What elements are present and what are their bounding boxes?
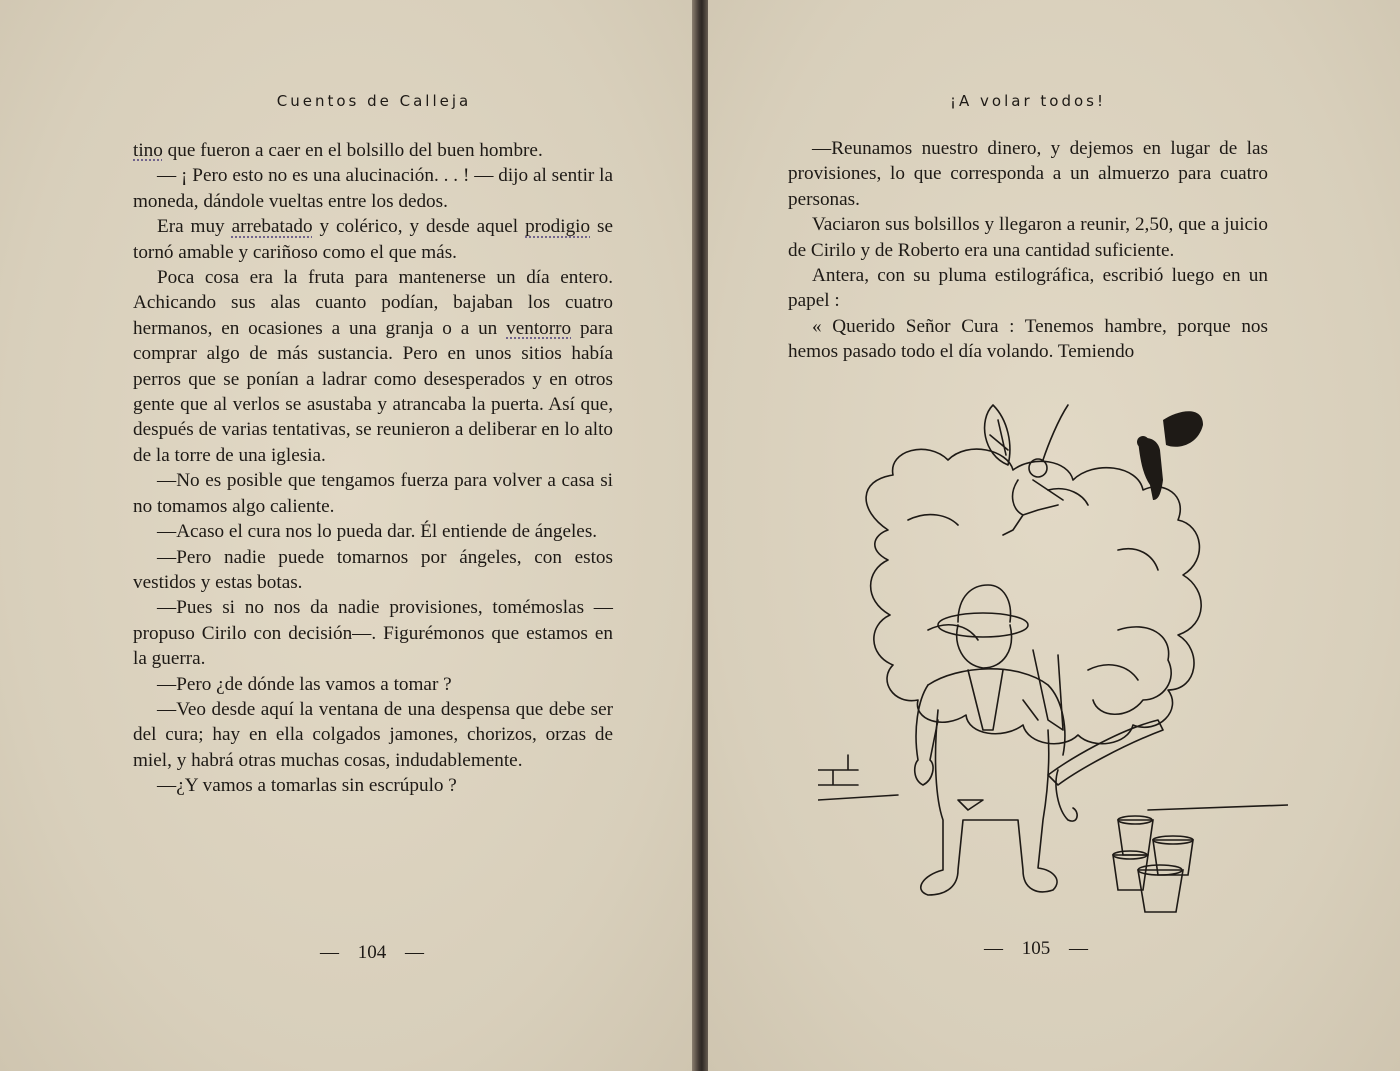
left-page-text [133,138,613,799]
paragraph [133,595,613,671]
right-page [708,0,1400,1071]
tree-right-foliage [1093,627,1171,714]
flower-pots [1113,816,1193,912]
text-run: —No es posible que tengamos fuerza para volver a casa si no tomamos algo caliente. [133,470,613,517]
paragraph [788,314,1268,365]
text-run: que fueron a caer en el bolsillo del buen hombre. [162,140,543,161]
page-number-right: — 105 — [984,938,1088,959]
brick-wall [818,755,858,785]
text-run: « Querido Señor Cura : Tenemos hambre, porque nos hemos pasado todo el día volando. Temiendo [788,315,1268,363]
paragraph [133,545,613,596]
flying-child-right [1137,411,1203,500]
paragraph [133,163,613,214]
paragraph [133,773,613,798]
text-run: —Veo desde aquí la ventana de una despensa que debe ser del cura; hay en ella colgados jamones, chorizos, orzas de miel, y habrá otras muchas cosas, indudablemente. [133,698,613,771]
paragraph [788,263,1268,314]
paragraph [133,138,613,163]
paragraph [133,519,613,544]
text-run: —Pues si no nos da nadie provisiones, tomémoslas —propuso Cirilo con decisión—. Figurémonos que estamos en la guerra. [133,597,613,670]
flying-child-left [985,405,1068,535]
paragraph [788,136,1268,212]
glossed-word: ventorro [506,317,572,339]
glossed-word: prodigio [525,216,591,238]
text-run: —Pero ¿de dónde las vamos a tomar ? [157,673,452,695]
paragraph [788,212,1268,263]
text-run: —Reunamos nuestro dinero, y dejemos en lugar de las provisiones, lo que corresponda a un almuerzo para cuatro personas. [788,138,1268,210]
glossed-word: arrebatado [231,216,313,238]
text-run: Vaciaron sus bolsillos y llegaron a reunir, 2,50, que a juicio de Cirilo y de Roberto era una cantidad suficiente. [788,214,1268,261]
paragraph [133,468,613,519]
running-head-right: ¡A volar todos! [950,92,1106,110]
left-page [0,0,694,1071]
man-figure [915,585,1163,895]
tree-trunk [1023,650,1063,730]
text-run: y colérico, y desde aquel [312,216,526,238]
text-run: — ¡ Pero esto no es una alucinación. . . ! — dijo al sentir la moneda, dándole vueltas entre los dedos. [133,165,613,212]
right-page-text [788,136,1268,365]
text-run: Antera, con su pluma estilográfica, escribió luego en un papel : [788,265,1268,312]
page-number-left: — 104 — [320,942,424,963]
ground-line [818,795,1288,810]
paragraph [133,672,613,697]
glossed-word: tino [133,140,163,161]
text-run: —Acaso el cura nos lo pueda dar. Él entiende de ángeles. [157,521,598,543]
text-run: se tornó amable y cariñoso como el que más. [133,216,613,263]
paragraph [133,214,613,265]
text-run: Era muy [157,216,232,238]
paragraph [133,265,613,468]
paragraph [133,697,613,773]
text-run: —¿Y vamos a tomarlas sin escrúpulo ? [157,775,457,797]
illustration [818,400,1288,920]
text-run: Poca cosa era la fruta para mantenerse un día entero. Achicando sus alas cuanto podían, bajaban los cuatro hermanos, en ocasiones a una granja o a un [133,267,613,339]
running-head-left: Cuentos de Calleja [276,92,472,110]
text-run: —Pero nadie puede tomarnos por ángeles, con estos vestidos y estas botas. [133,546,613,593]
text-run: para comprar algo de más sustancia. Pero en unos sitios había perros que se ponían a ladrar como desesperados y en otros gente que al verlos se asustaba y atrancaba la puerta. Así que, después de varias tentativas, se reunieron a deliberar en lo alto de la torre de una iglesia. [133,317,613,466]
